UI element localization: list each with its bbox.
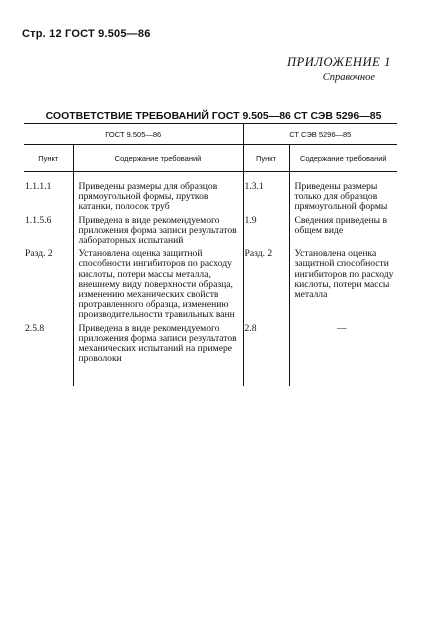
sev-item-cell: 2.8 <box>243 321 289 386</box>
gost-text-cell: Приведена в виде рекомендуемого приложения форма записи результатов механических испытаний на примере проволоки <box>73 321 243 386</box>
page-header: Стр. 12 ГОСТ 9.505—86 <box>22 28 151 40</box>
gost-item-cell: 1.1.1.1 <box>25 181 52 192</box>
sev-text-cell: Сведения приведены в общем виде <box>289 213 397 247</box>
sev-item-cell: Разд. 2 <box>243 246 289 320</box>
column-header-content: Содержание требований <box>73 145 243 172</box>
sev-item-cell: 1.3.1 <box>243 172 289 213</box>
column-header-item: Пункт <box>243 145 289 172</box>
group-header-row <box>24 124 397 145</box>
sev-text-cell: Установлена оценка защитной способности ингибиторов по расходу кислоты, потери массы металла <box>289 246 397 320</box>
table-row <box>24 213 397 247</box>
table-row <box>24 321 397 386</box>
sev-item-cell: 1.9 <box>243 213 289 247</box>
appendix-title: ПРИЛОЖЕНИЕ 1 <box>286 55 391 69</box>
appendix-subtitle: Справочное <box>322 72 375 83</box>
sev-text-cell: Приведены размеры только для образцов прямоугольной формы <box>289 172 397 213</box>
gost-item-cell: Разд. 2 <box>25 248 53 260</box>
column-header-row <box>24 145 397 172</box>
group-header-sev: СТ СЭВ 5296—85 <box>243 124 397 145</box>
gost-text-cell: Приведены размеры для образцов прямоугольной формы, прутков катанки, полосок труб <box>73 172 243 213</box>
gost-text-cell: Приведена в виде рекомендуемого приложения форма записи результатов лабораторных испытаний <box>73 213 243 247</box>
compliance-table <box>24 123 397 386</box>
gost-item-cell: 2.5.8 <box>25 322 45 334</box>
table-row <box>24 246 397 320</box>
sev-text-cell <box>289 321 397 386</box>
gost-item-cell: 1.1.5.6 <box>25 214 52 226</box>
compliance-table-wrapper <box>24 123 397 386</box>
table-row <box>24 172 397 213</box>
gost-text-cell: Установлена оценка защитной способности ингибиторов по расходу кислоты, потери массы металла, внешнему виду поверхности образца, изменению механических свойств протравленного образца, изменению производительности травильных ванн <box>73 246 243 320</box>
column-header-item: Пункт <box>24 145 73 172</box>
column-header-content: Содержание требований <box>289 145 397 172</box>
table-title: СООТВЕТСТВИЕ ТРЕБОВАНИЙ ГОСТ 9.505—86 СТ СЭВ 5296—85 <box>45 110 382 122</box>
group-header-gost: ГОСТ 9.505—86 <box>24 124 243 145</box>
empty-dash: — <box>336 322 347 334</box>
